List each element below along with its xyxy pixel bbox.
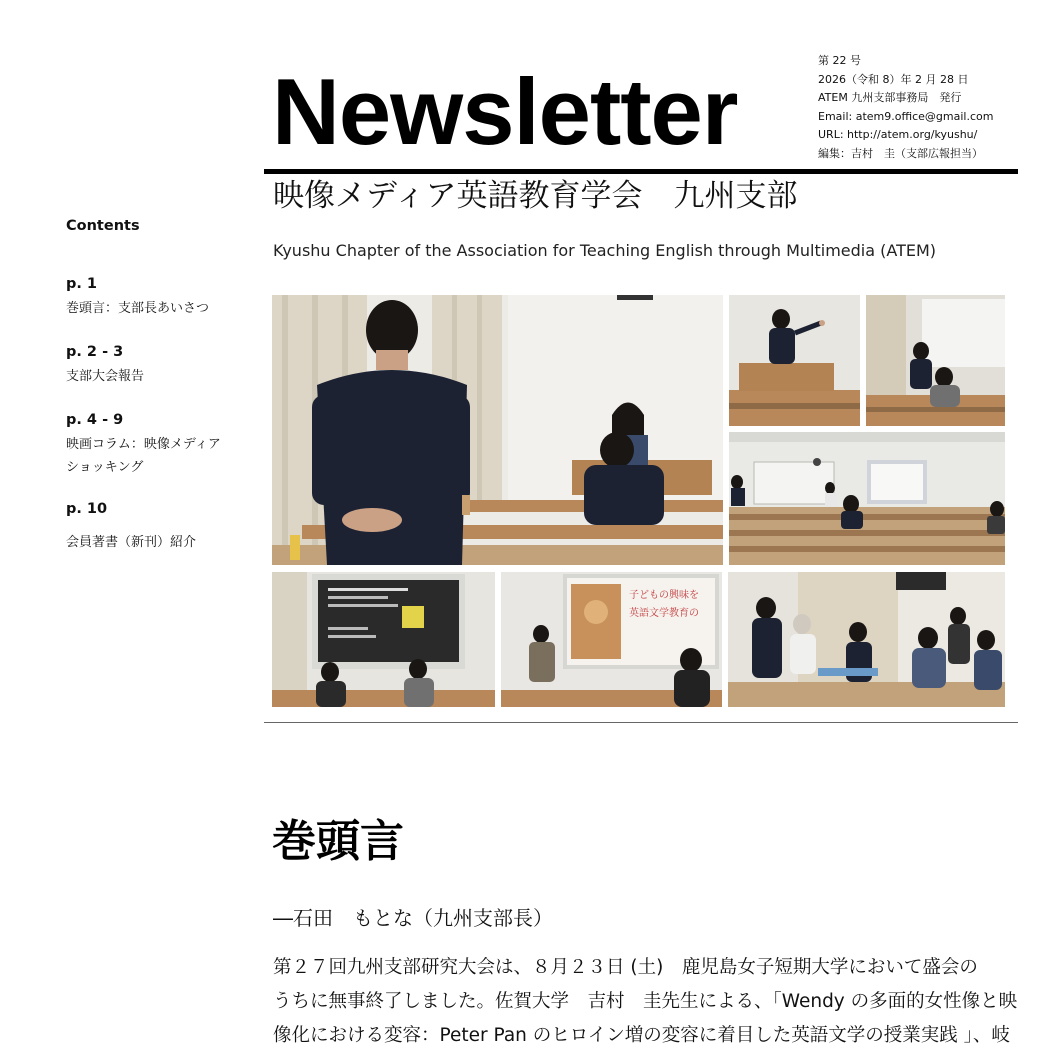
toc-entry[interactable] — [66, 342, 246, 388]
body-line: うちに無事終了しました。佐賀大学 吉村 圭先生による、「Wendy の多面的女性像と映 — [273, 991, 1018, 1012]
photo-presenter-podium — [729, 295, 860, 426]
photo-slide-jp-title — [501, 572, 722, 707]
toc-title: 会員著書（新刊）紹介 — [66, 535, 197, 550]
photo-screen-presenter — [866, 295, 1005, 426]
chapter-name-jp: 映像メディア英語教育学会 九州支部 — [273, 178, 798, 214]
toc-title: 映画コラム：映像メディア — [66, 437, 221, 452]
issue-number: 第 22 号 — [818, 54, 861, 67]
photo-lecture-room — [272, 295, 723, 565]
toc-title: ショッキング — [66, 460, 144, 475]
photo-slide-jp-title-image — [501, 572, 722, 707]
toc-page-number: p. 1 — [66, 276, 98, 292]
issue-editor: 編集：吉村 圭（支部広報担当） — [818, 146, 983, 160]
photo-wide-classroom — [729, 432, 1005, 565]
slide-text-line-1: 子どもの興味を — [629, 590, 699, 601]
toc-entry[interactable] — [66, 499, 246, 554]
chapter-name-en: Kyushu Chapter of the Association for Teaching English through Multimedia (ATEM) — [273, 241, 937, 260]
article-byline: ―石田 もとな（九州支部長） — [273, 906, 553, 930]
issue-email[interactable]: Email: atem9.office@gmail.com — [818, 109, 994, 123]
body-line: 第２７回九州支部研究大会は、８月２３日 (土) 鹿児島女子短期大学において盛会の — [273, 957, 978, 978]
toc-page-number: p. 10 — [66, 501, 108, 517]
photo-slide-presentation-image — [272, 572, 495, 707]
toc-page-number: p. 2 - 3 — [66, 344, 124, 360]
section-title: 巻頭言 — [272, 816, 404, 867]
issue-date: 2026（令和 8）年 2 月 28 日 — [818, 72, 969, 86]
toc-page-number: p. 4 - 9 — [66, 412, 124, 428]
toc-entry[interactable] — [66, 410, 246, 479]
photo-wide-classroom-image — [729, 432, 1005, 565]
issue-publisher: ATEM 九州支部事務局 発行 — [818, 91, 962, 105]
issue-info — [818, 52, 1048, 164]
contents-heading: Contents — [66, 218, 140, 234]
photo-slide-presentation — [272, 572, 495, 707]
masthead-divider — [264, 169, 1018, 174]
toc-entry[interactable] — [66, 274, 246, 320]
photo-collage — [272, 295, 1005, 707]
photo-networking-image — [728, 572, 1005, 707]
photo-screen-presenter-image — [866, 295, 1005, 426]
toc-title: 巻頭言：支部長あいさつ — [66, 301, 210, 316]
newsletter-title: Newsletter — [272, 59, 738, 164]
slide-text-line-2: 英語文学教育の — [629, 608, 699, 619]
photo-lecture-room-image — [272, 295, 723, 565]
article-body — [273, 951, 1018, 1053]
issue-url[interactable]: URL: http://atem.org/kyushu/ — [818, 128, 978, 142]
contents-sidebar — [66, 216, 246, 576]
photo-networking — [728, 572, 1005, 707]
photo-presenter-podium-image — [729, 295, 860, 426]
section-divider — [264, 722, 1018, 723]
toc-title: 支部大会報告 — [66, 369, 145, 384]
body-line: 像化における変容：Peter Pan のヒロイン増の変容に着目した英語文学の授業実践 」、岐 — [273, 1025, 1010, 1046]
